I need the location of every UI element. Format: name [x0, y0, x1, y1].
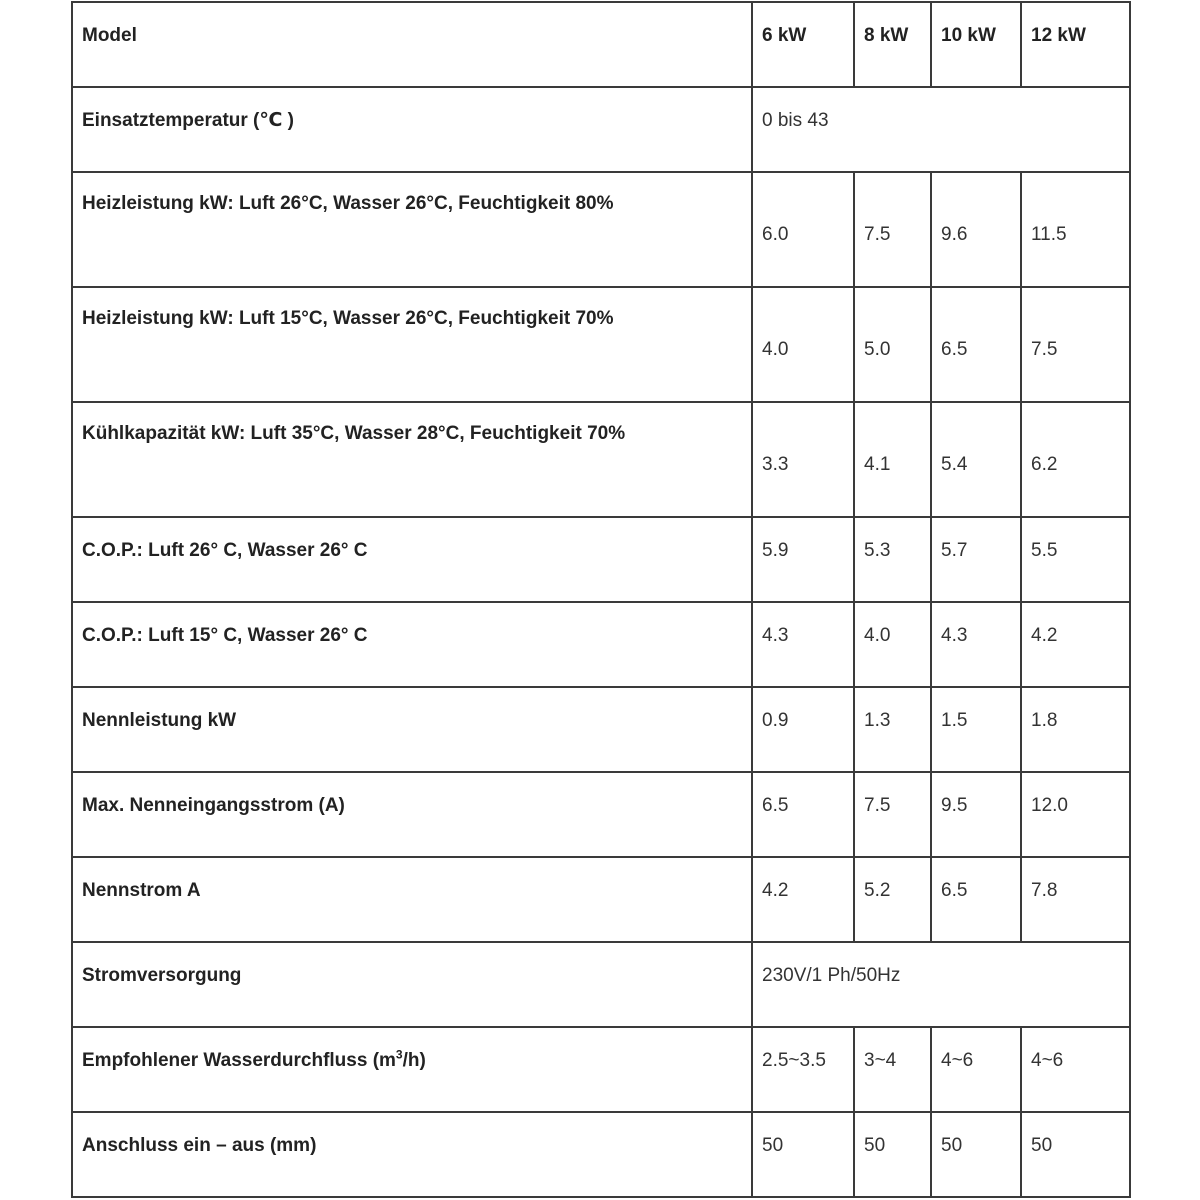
row-label: Anschluss ein – aus (mm) — [72, 1112, 752, 1197]
table-row — [72, 1027, 1130, 1112]
row-value: 5.9 — [752, 517, 854, 602]
row-label: Einsatztemperatur (℃ ) — [72, 87, 752, 172]
row-value: 4.0 — [752, 287, 854, 402]
row-value: 6.2 — [1021, 402, 1130, 517]
row-value: 5.7 — [931, 517, 1021, 602]
row-merged-value: 230V/1 Ph/50Hz — [752, 942, 1130, 1027]
row-label — [72, 1027, 752, 1112]
row-value: 6.5 — [931, 287, 1021, 402]
row-value: 5.2 — [854, 857, 931, 942]
row-value: 2.5~3.5 — [752, 1027, 854, 1112]
row-value: 0.9 — [752, 687, 854, 772]
row-label: Nennleistung kW — [72, 687, 752, 772]
header-row — [72, 2, 1130, 87]
row-value: 4.2 — [752, 857, 854, 942]
row-value: 3.3 — [752, 402, 854, 517]
row-value: 3~4 — [854, 1027, 931, 1112]
row-value: 5.0 — [854, 287, 931, 402]
table-row — [72, 602, 1130, 687]
table-row — [72, 857, 1130, 942]
row-value: 7.8 — [1021, 857, 1130, 942]
row-value: 4.3 — [931, 602, 1021, 687]
row-label-suffix: /h) — [402, 1050, 426, 1071]
table-row — [72, 287, 1130, 402]
row-value: 4.1 — [854, 402, 931, 517]
row-value: 4~6 — [931, 1027, 1021, 1112]
row-value: 5.3 — [854, 517, 931, 602]
header-label: Model — [72, 2, 752, 87]
model-header-6kw: 6 kW — [752, 2, 854, 87]
spec-table — [71, 1, 1131, 1198]
table-row — [72, 402, 1130, 517]
row-merged-value: 0 bis 43 — [752, 87, 1130, 172]
table-row — [72, 517, 1130, 602]
table-row — [72, 1112, 1130, 1197]
row-value: 11.5 — [1021, 172, 1130, 287]
row-value: 5.4 — [931, 402, 1021, 517]
row-label: C.O.P.: Luft 15° C, Wasser 26° C — [72, 602, 752, 687]
row-value: 4~6 — [1021, 1027, 1130, 1112]
row-value: 9.5 — [931, 772, 1021, 857]
superscript-exponent: 3 — [395, 1047, 403, 1062]
row-value: 1.3 — [854, 687, 931, 772]
row-value: 6.5 — [752, 772, 854, 857]
row-value: 6.0 — [752, 172, 854, 287]
row-value: 4.3 — [752, 602, 854, 687]
row-value: 9.6 — [931, 172, 1021, 287]
table-row — [72, 687, 1130, 772]
row-label-prefix: Empfohlener Wasserdurchfluss (m — [82, 1050, 396, 1071]
row-value: 6.5 — [931, 857, 1021, 942]
table-row — [72, 942, 1130, 1027]
row-value: 12.0 — [1021, 772, 1130, 857]
row-value: 4.0 — [854, 602, 931, 687]
row-value: 7.5 — [854, 772, 931, 857]
row-value: 50 — [1021, 1112, 1130, 1197]
row-label: Heizleistung kW: Luft 26°C, Wasser 26°C, Feuchtigkeit 80% — [72, 172, 752, 287]
row-label: Kühlkapazität kW: Luft 35°C, Wasser 28°C, Feuchtigkeit 70% — [72, 402, 752, 517]
row-value: 50 — [931, 1112, 1021, 1197]
model-header-8kw: 8 kW — [854, 2, 931, 87]
model-header-10kw: 10 kW — [931, 2, 1021, 87]
row-label: C.O.P.: Luft 26° C, Wasser 26° C — [72, 517, 752, 602]
row-value: 50 — [854, 1112, 931, 1197]
row-value: 1.8 — [1021, 687, 1130, 772]
table-row — [72, 772, 1130, 857]
row-label: Stromversorgung — [72, 942, 752, 1027]
row-value: 7.5 — [1021, 287, 1130, 402]
row-value: 7.5 — [854, 172, 931, 287]
table-row — [72, 172, 1130, 287]
row-label: Heizleistung kW: Luft 15°C, Wasser 26°C, Feuchtigkeit 70% — [72, 287, 752, 402]
row-label: Nennstrom A — [72, 857, 752, 942]
table-row — [72, 87, 1130, 172]
row-value: 5.5 — [1021, 517, 1130, 602]
row-label: Max. Nenneingangsstrom (A) — [72, 772, 752, 857]
model-header-12kw: 12 kW — [1021, 2, 1130, 87]
row-value: 1.5 — [931, 687, 1021, 772]
row-value: 50 — [752, 1112, 854, 1197]
row-value: 4.2 — [1021, 602, 1130, 687]
